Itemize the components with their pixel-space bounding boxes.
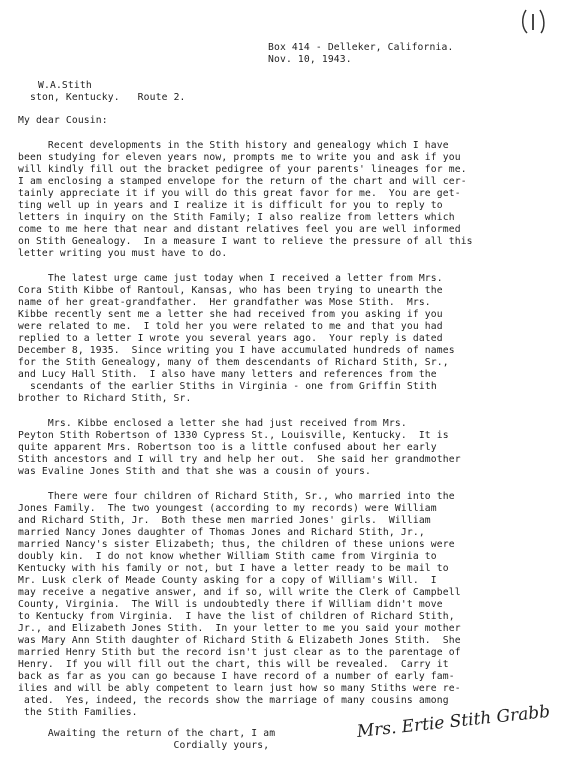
recipient-name: W.A.Stith (38, 80, 92, 91)
body-line: Recent developments in the Stith history and genealogy which I have (18, 140, 449, 151)
body-line: ated. Yes, indeed, the records show the marriage of many cousins among (24, 695, 449, 706)
body-line: married Henry Stith but the record isn't just clear as to the parentage of (18, 647, 461, 658)
body-line: Mr. Lusk clerk of Meade County asking for a copy of William's Will. I (18, 575, 437, 586)
body-line: quite apparent Mrs. Robertson too is a little confused about her early (18, 442, 437, 453)
letter-date: Nov. 10, 1943. (268, 54, 352, 65)
body-line: was Evaline Jones Stith and that she was a cousin of yours. (18, 466, 371, 477)
closing-line: Awaiting the return of the chart, I am (18, 728, 276, 739)
handwritten-signature: Mrs. Ertie Stith Grabb (355, 701, 551, 742)
body-line: Jr., and Elizabeth Jones Stith. In your letter to me you said your mother (18, 623, 461, 634)
body-line: brother to Richard Stith, Sr. (18, 393, 192, 404)
body-line: scendants of the earlier Stiths in Virginia - one from Griffin Stith (30, 381, 437, 392)
body-line: been studying for eleven years now, prompts me to write you and ask if you (18, 152, 461, 163)
body-line: to Kentucky from Virginia. I have the list of children of Richard Stith, (18, 611, 455, 622)
sender-address: Box 414 - Delleker, California. (268, 42, 454, 53)
salutation: My dear Cousin: (18, 115, 108, 126)
body-line: name of her great-grandfather. Her grandfather was Mose Stith. Mrs. (18, 297, 431, 308)
body-line: replied to a letter I wrote you several years ago. Your reply is dated (18, 333, 443, 344)
body-line: married Nancy's sister Elizabeth; thus, the children of these unions were (18, 539, 455, 550)
recipient-city: ston, Kentucky. Route 2. (30, 92, 186, 103)
body-line: Kentucky with his family or not, but I have a letter ready to be mail to (18, 563, 449, 574)
body-line: County, Virginia. The Will is undoubtedly there if William didn't move (18, 599, 443, 610)
body-line: may receive a negative answer, and if so, will write the Clerk of Campbell (18, 587, 461, 598)
body-line: The latest urge came just today when I received a letter from Mrs. (18, 273, 443, 284)
body-line: doubly kin. I do not know whether William Stith came from Virginia to (18, 551, 437, 562)
body-line: was Mary Ann Stith daughter of Richard Stith & Elizabeth Jones Stith. She (18, 635, 461, 646)
body-line: ilies and will be ably competent to learn just how so many Stiths were re- (18, 683, 461, 694)
body-line: will kindly fill out the bracket pedigree of your parents' lineages for me. (18, 164, 467, 175)
body-line: married Nancy Jones daughter of Thomas Jones and Richard Stith, Jr., (18, 527, 425, 538)
body-line: letter writing you must have to do. (18, 248, 228, 259)
body-line: Cora Stith Kibbe of Rantoul, Kansas, who has been trying to unearth the (18, 285, 443, 296)
body-line: were related to me. I told her you were related to me and that you had (18, 321, 443, 332)
body-line: Peyton Stith Robertson of 1330 Cypress St., Louisville, Kentucky. It is (18, 430, 449, 441)
complimentary-close: Cordially yours, (18, 740, 270, 751)
body-line: tainly appreciate it if you will do this great favor for me. You are get- (18, 188, 461, 199)
body-line: the Stith Families. (24, 707, 138, 718)
body-line: Mrs. Kibbe enclosed a letter she had just received from Mrs. (18, 418, 407, 429)
body-line: and Lucy Hall Stith. I also have many letters and references from the (18, 369, 437, 380)
body-line: come to me here that near and distant relatives feel you are well informed (18, 224, 461, 235)
body-line: ting well up in years and I realize it is difficult for you to reply to (18, 200, 443, 211)
body-line: Henry. If you will fill out the chart, this will be revealed. Carry it (18, 659, 449, 670)
body-line: letters in inquiry on the Stith Family; I also realize from letters which (18, 212, 455, 223)
body-line: December 8, 1935. Since writing you I have accumulated hundreds of names (18, 345, 455, 356)
body-line: Kibbe recently sent me a letter she had received from you asking if you (18, 309, 443, 320)
body-line: back as far as you can go because I have record of a number of early fam- (18, 671, 455, 682)
body-line: I am enclosing a stamped envelope for the return of the chart and will cer- (18, 176, 467, 187)
corner-mark (520, 6, 548, 36)
body-line: There were four children of Richard Stith, Sr., who married into the (18, 491, 455, 502)
body-line: Stith ancestors and I will try and help her out. She said her grandmother (18, 454, 461, 465)
body-line: on Stith Genealogy. In a measure I want to relieve the pressure of all this (18, 236, 473, 247)
body-line: Jones Family. The two youngest (according to my records) were William (18, 503, 437, 514)
body-line: for the Stith Genealogy, many of them descendants of Richard Stith, Sr., (18, 357, 449, 368)
body-line: and Richard Stith, Jr. Both these men married Jones' girls. William (18, 515, 431, 526)
